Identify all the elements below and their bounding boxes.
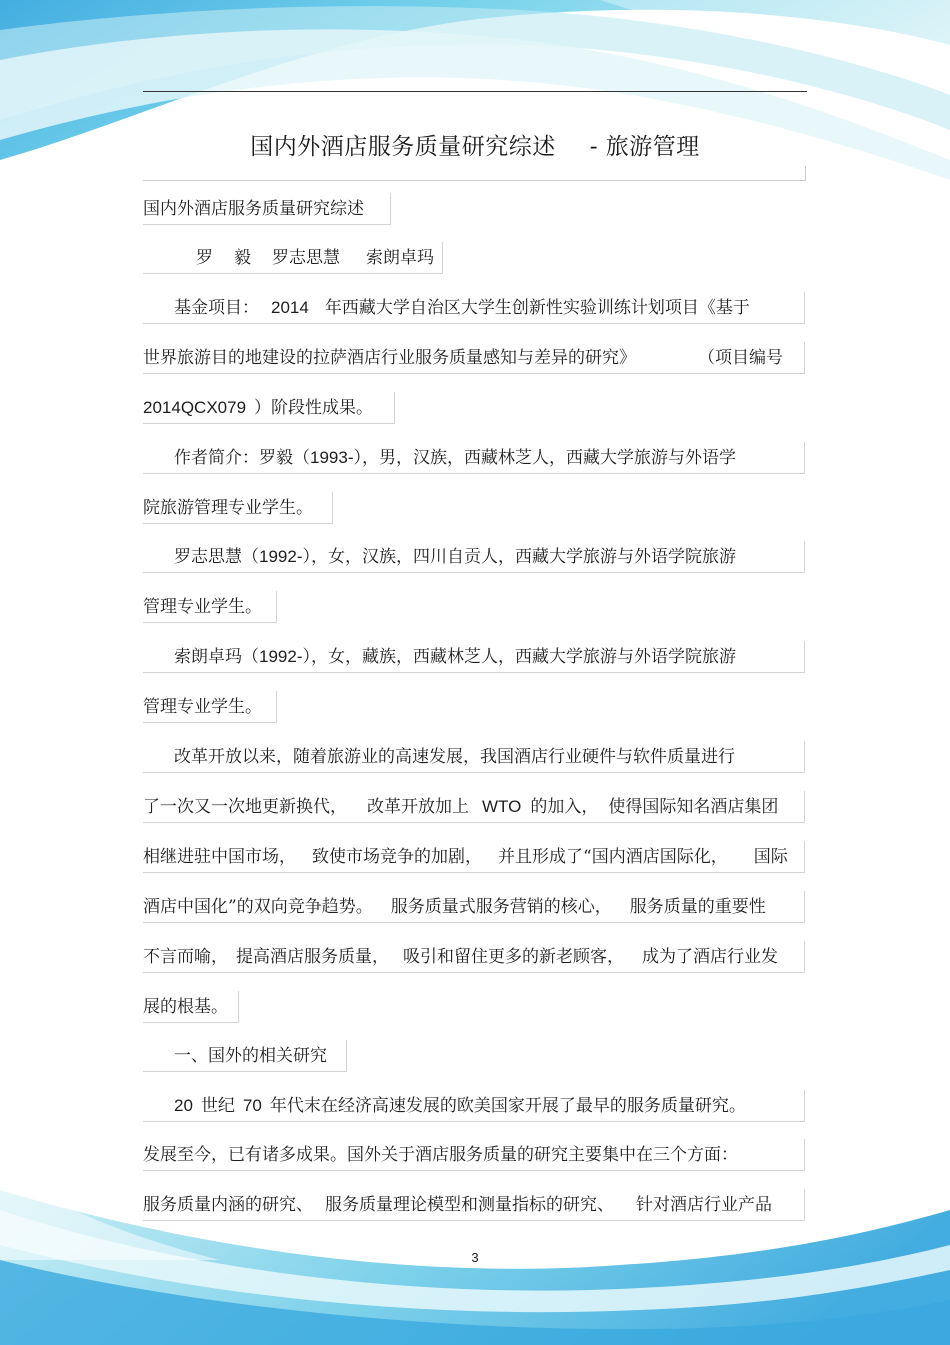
title-main: 国内外酒店服务质量研究综述 xyxy=(250,134,556,160)
para1-l3a: 相继进驻中国市场， xyxy=(143,847,296,867)
para1-l1: 改革开放以来，随着旅游业的高速发展，我国酒店行业硬件与软件质量进行 xyxy=(174,747,735,767)
title-suffix: - 旅游管理 xyxy=(589,134,700,160)
para1-l5a: 不言而喻， xyxy=(143,947,228,967)
para2-l2: 发展至今，已有诸多成果。国外关于酒店服务质量的研究主要集中在三个方面： xyxy=(143,1145,738,1165)
para1-l3c: 并且形成了“国内酒店国际化， xyxy=(498,847,728,867)
bio3-line-1 xyxy=(143,641,805,673)
bio1-line-1 xyxy=(143,442,805,474)
para1-l4c: 服务质量的重要性 xyxy=(629,897,766,917)
para1-l6: 展的根基。 xyxy=(143,997,228,1017)
para1-l2c: 的加入， xyxy=(530,797,599,817)
bio2-c: 管理专业学生。 xyxy=(143,597,262,617)
section-heading-1 xyxy=(143,1040,347,1072)
para2-num-20: 20 xyxy=(174,1096,193,1115)
subtitle xyxy=(143,193,391,225)
section1-text: 一、国外的相关研究 xyxy=(174,1046,327,1066)
para2-l3c: 针对酒店行业产品 xyxy=(636,1195,772,1215)
author-2: 罗志思慧 xyxy=(272,248,340,268)
bio3-b: ），女，藏族，西藏林芝人，西藏大学旅游与外语学院旅游 xyxy=(302,647,736,667)
author-3: 索朗卓玛 xyxy=(366,248,434,268)
title-frame xyxy=(143,166,806,181)
para2-line-2 xyxy=(143,1139,805,1171)
fund-text-4: ）阶段性成果。 xyxy=(254,398,374,418)
para1-l3b: 致使市场竞争的加剧， xyxy=(312,847,482,867)
para1-l2b: 改革开放加上 xyxy=(367,797,469,817)
fund-text-1: 年西藏大学自治区大学生创新性实验训练计划项目《基于 xyxy=(324,298,750,318)
bio2-a: 罗志思慧（ xyxy=(174,547,259,567)
fund-year: 2014 xyxy=(271,298,309,317)
para2-b: 年代末在经济高速发展的欧美国家开展了最早的服务质量研究。 xyxy=(269,1096,746,1116)
para2-a: 世纪 xyxy=(200,1096,235,1116)
fund-line-3 xyxy=(143,392,395,424)
bio2-line-1 xyxy=(143,541,805,573)
para2-line-1 xyxy=(143,1090,805,1122)
document-title xyxy=(143,128,807,161)
author-line xyxy=(143,242,443,274)
para2-line-3 xyxy=(143,1189,805,1221)
para1-line-2 xyxy=(143,791,805,823)
fund-text-2: 世界旅游目的地建设的拉萨酒店行业服务质量感知与差异的研究》 xyxy=(143,348,636,368)
para1-line-6 xyxy=(143,991,239,1023)
para2-l3b: 服务质量理论模型和测量指标的研究、 xyxy=(325,1195,614,1215)
fund-line-2 xyxy=(143,342,805,374)
para2-l3a: 服务质量内涵的研究、 xyxy=(143,1195,313,1215)
para1-line-4 xyxy=(143,891,805,923)
para1-l5d: 成为了酒店行业发 xyxy=(642,947,778,967)
para2-num-70: 70 xyxy=(242,1096,262,1115)
para1-l3d: 国际 xyxy=(753,847,788,867)
para1-wto: WTO xyxy=(482,797,522,816)
bio1-year: 1993- xyxy=(310,448,354,467)
fund-label: 基金项目： xyxy=(174,298,259,318)
fund-text-3: （项目编号 xyxy=(698,348,783,368)
header-rule xyxy=(143,91,807,92)
fund-line-1 xyxy=(143,292,805,324)
bio1-a: 作者简介：罗毅（ xyxy=(174,448,310,468)
bio3-line-2 xyxy=(143,691,277,723)
bio1-c: 院旅游管理专业学生。 xyxy=(143,498,313,518)
bio3-a: 索朗卓玛（ xyxy=(174,647,259,667)
para1-line-5 xyxy=(143,941,805,973)
bio2-year: 1992- xyxy=(259,547,303,566)
page-number: 3 xyxy=(471,1250,479,1265)
author-1b: 毅 xyxy=(234,248,251,268)
para1-l5b: 提高酒店服务质量， xyxy=(236,947,389,967)
para1-l4b: 服务质量式服务营销的核心， xyxy=(390,897,612,917)
para1-l2d: 使得国际知名酒店集团 xyxy=(608,797,779,817)
author-1a: 罗 xyxy=(196,248,213,268)
subtitle-text: 国内外酒店服务质量研究综述 xyxy=(143,199,364,219)
bio3-year: 1992- xyxy=(259,647,303,666)
para1-line-3 xyxy=(143,841,805,873)
para1-line-1 xyxy=(143,741,805,773)
bio3-c: 管理专业学生。 xyxy=(143,697,262,717)
bio2-line-2 xyxy=(143,591,277,623)
para1-l2a: 了一次又一次地更新换代， xyxy=(143,797,347,817)
para1-l5c: 吸引和留住更多的新老顾客， xyxy=(403,947,624,967)
fund-project-number: 2014QCX079 xyxy=(143,398,247,417)
bio2-b: ），女，汉族，四川自贡人，西藏大学旅游与外语学院旅游 xyxy=(302,547,736,567)
bio1-b: ），男，汉族，西藏林芝人，西藏大学旅游与外语学 xyxy=(353,448,736,468)
para1-l4a: 酒店中国化”的双向竞争趋势。 xyxy=(143,897,373,917)
bio1-line-2 xyxy=(143,492,333,524)
